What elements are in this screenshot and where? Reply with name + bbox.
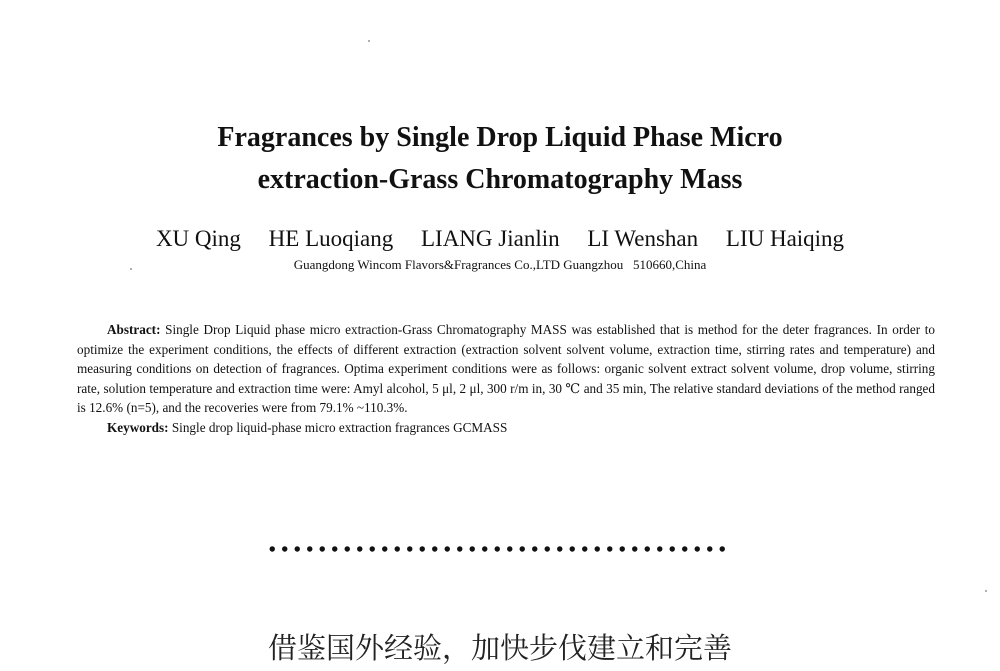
abstract-label: Abstract:	[107, 322, 161, 337]
section-separator: •••••••••••••••••••••••••••••••••••••	[268, 539, 732, 561]
abstract-text: Single Drop Liquid phase micro extraction-Grass Chromatography MASS was established that is method for the deter fragrances. In order to optimize the experiment conditions, the effects of different extraction (extraction solvent solvent volume, extraction time, stirring rates and temperature) and measuring conditions on detection of fragrances. Optima experiment conditions were as follows: organic solvent extract solvent volume, drop volume, stirring rate, solution temperature and extraction time were: Amyl alcohol, 5 μl, 2 μl, 300 r/m in, 30 ℃ and 35 min, The relative standard deviations of the method ranged is 12.6% (n=5), and the recoveries were from 79.1% ~110.3%.	[77, 322, 935, 416]
scan-speck	[130, 268, 132, 270]
abstract-block	[77, 320, 935, 438]
paper-title-line-1: Fragrances by Single Drop Liquid Phase Micro	[217, 122, 783, 153]
author-name: LIU Haiqing	[725, 226, 845, 251]
keywords-label: Keywords:	[107, 419, 169, 435]
author-name: XU Qing	[155, 226, 241, 251]
abstract-paragraph	[77, 320, 935, 418]
next-section-heading: 借鉴国外经验，加快步伐建立和完善	[267, 631, 732, 665]
paper-title-line-2: extraction-Grass Chromatography Mass	[257, 164, 743, 195]
author-name: LI Wenshan	[587, 226, 699, 251]
author-name: LIANG Jianlin	[420, 226, 560, 251]
affiliation: Guangdong Wincom Flavors&Fragrances Co.,LTD Guangzhou 510660,China	[293, 257, 707, 272]
scan-speck	[985, 590, 987, 592]
keywords-paragraph	[77, 418, 935, 438]
keywords-text: Single drop liquid-phase micro extraction fragrances GCMASS	[171, 419, 508, 435]
scan-speck	[368, 40, 370, 42]
author-list	[0, 224, 1000, 254]
author-name: HE Luoqiang	[268, 226, 394, 251]
